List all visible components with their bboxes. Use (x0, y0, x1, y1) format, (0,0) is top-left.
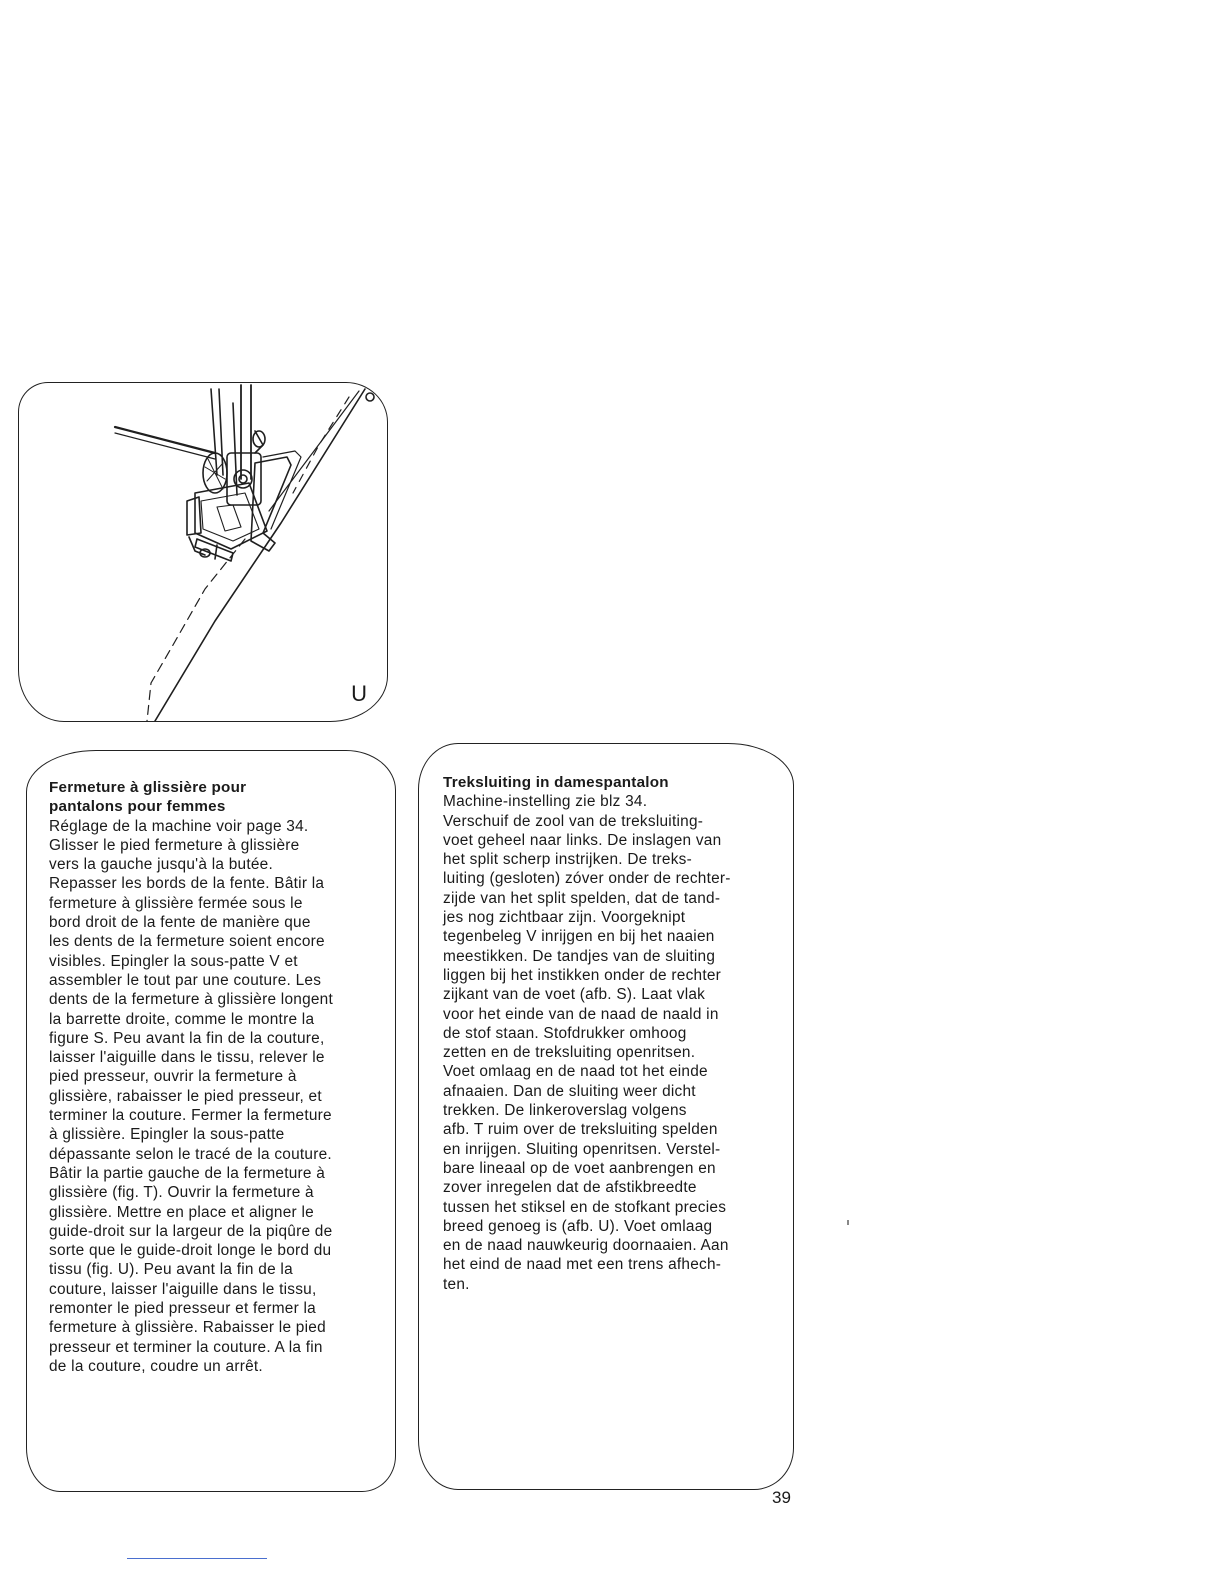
text-line: à glissière. Epingler la sous-patte (49, 1126, 285, 1144)
text-line: Voet omlaag en de naad tot het einde (443, 1063, 708, 1081)
text-line: tissu (fig. U). Peu avant la fin de la (49, 1261, 293, 1279)
text-line: terminer la couture. Fermer la fermeture (49, 1107, 332, 1125)
text-line: het split scherp instrijken. De treks- (443, 851, 692, 869)
text-line: dépassante selon le tracé de la couture. (49, 1145, 332, 1163)
figure-label: U (351, 681, 367, 706)
text-line: trekken. De linkeroverslag volgens (443, 1102, 687, 1120)
text-line: couture, laisser l'aiguille dans le tissu, (49, 1280, 317, 1298)
scan-speck (847, 1220, 849, 1225)
text-line: zover inregelen dat de afstikbreedte (443, 1179, 697, 1197)
text-line: de la couture, coudre un arrêt. (49, 1357, 263, 1375)
text-line: jes nog zichtbaar zijn. Voorgeknipt (443, 909, 686, 927)
text-line: figure S. Peu avant la fin de la couture, (49, 1029, 325, 1047)
dutch-body-text (443, 792, 779, 1294)
text-line: zetten en de treksluiting openritsen. (443, 1044, 696, 1062)
text-line: pied presseur, ouvrir la fermeture à (49, 1068, 297, 1086)
text-line: ten. (443, 1275, 470, 1293)
dutch-section-title (443, 773, 779, 792)
footer-rule (127, 1558, 267, 1559)
french-body-text (49, 817, 379, 1377)
text-line: dents de la fermeture à glissière longent (49, 991, 334, 1009)
text-line: laisser l'aiguille dans le tissu, relever le (49, 1049, 325, 1067)
text-line: voor het einde van de naad de naald in (443, 1005, 719, 1023)
text-line: Bâtir la partie gauche de la fermeture à (49, 1164, 326, 1182)
text-line: liggen bij het instikken onder de rechter (443, 966, 722, 984)
text-line: het eind de naad met een trens afhech- (443, 1256, 722, 1274)
text-line: Glisser le pied fermeture à glissière (49, 836, 300, 854)
text-line: en inrijgen. Sluiting openritsen. Verstel- (443, 1140, 721, 1158)
text-line: presseur et terminer la couture. A la fin (49, 1338, 323, 1356)
text-line: fermeture à glissière fermée sous le (49, 894, 303, 912)
title-line: Fermeture à glissière pour (49, 779, 247, 796)
text-line: afb. T ruim over de treksluiting spelden (443, 1121, 718, 1139)
text-line: fermeture à glissière. Rabaisser le pied (49, 1319, 326, 1337)
dutch-instructions-content (443, 773, 779, 1294)
text-line: guide-droit sur la largeur de la piqûre de (49, 1222, 333, 1240)
text-line: sorte que le guide-droit longe le bord du (49, 1242, 332, 1260)
text-line: visibles. Epingler la sous-patte V et (49, 952, 298, 970)
text-line: assembler le tout par une couture. Les (49, 971, 322, 989)
dutch-instructions-box (418, 743, 794, 1490)
text-line: la barrette droite, comme le montre la (49, 1010, 315, 1028)
text-line: les dents de la fermeture soient encore (49, 933, 325, 951)
text-line: voet geheel naar links. De inslagen van (443, 831, 722, 849)
text-line: meestikken. De tandjes van de sluiting (443, 947, 716, 965)
french-section-title (49, 778, 379, 817)
text-line: de stof staan. Stofdrukker omhoog (443, 1024, 687, 1042)
french-instructions-box (26, 750, 396, 1492)
text-line: Verschuif de zool van de treksluiting- (443, 812, 704, 830)
text-line: glissière (fig. T). Ouvrir la fermeture à (49, 1184, 314, 1202)
text-line: tussen het stiksel en de stofkant precies (443, 1198, 727, 1216)
figure-u-frame (18, 382, 388, 722)
text-line: Machine-instelling zie blz 34. (443, 793, 648, 811)
french-instructions-content (49, 778, 379, 1376)
zipper-foot-sewing-illustration-icon (19, 383, 387, 721)
text-line: breed genoeg is (afb. U). Voet omlaag (443, 1217, 713, 1235)
text-line: bord droit de la fente de manière que (49, 914, 311, 932)
text-line: zijkant van de voet (afb. S). Laat vlak (443, 986, 706, 1004)
text-line: glissière, rabaisser le pied presseur, et (49, 1087, 322, 1105)
text-line: glissière. Mettre en place et aligner le (49, 1203, 314, 1221)
text-line: tegenbeleg V inrijgen en bij het naaien (443, 928, 715, 946)
text-line: bare lineaal op de voet aanbrengen en (443, 1159, 716, 1177)
text-line: zijde van het split spelden, dat de tand- (443, 889, 721, 907)
text-line: luiting (gesloten) zóver onder de rechter- (443, 870, 731, 888)
text-line: remonter le pied presseur et fermer la (49, 1300, 316, 1318)
title-line: pantalons pour femmes (49, 798, 226, 816)
title-line: Treksluiting in damespantalon (443, 774, 669, 791)
page-number: 39 (772, 1488, 791, 1507)
text-line: afnaaien. Dan de sluiting weer dicht (443, 1082, 696, 1100)
text-line: Réglage de la machine voir page 34. (49, 817, 309, 835)
text-line: vers la gauche jusqu'à la butée. (49, 856, 273, 874)
text-line: Repasser les bords de la fente. Bâtir la (49, 875, 325, 893)
text-line: en de naad nauwkeurig doornaaien. Aan (443, 1237, 729, 1255)
